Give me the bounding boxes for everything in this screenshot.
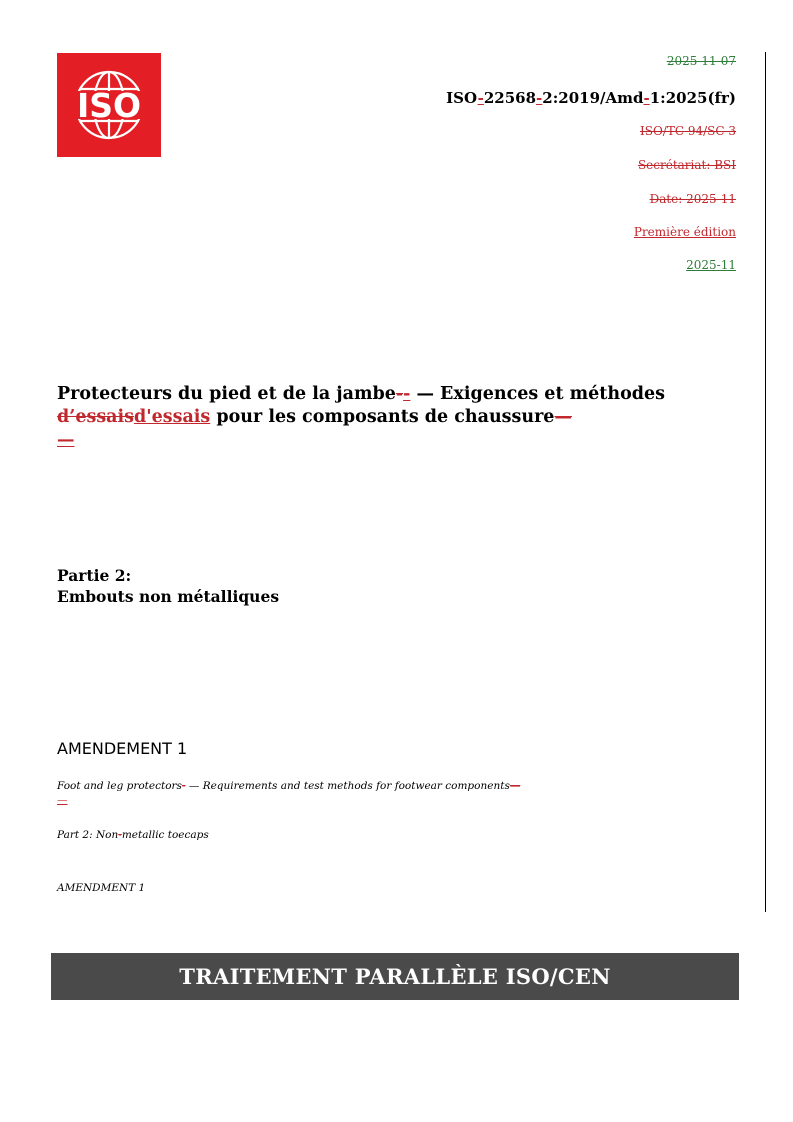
iso-globe-icon <box>57 53 161 157</box>
english-title: Foot and leg protectors- — Requirements and test methods for footwear components— — <box>57 780 521 806</box>
header-date-deleted: 2025-11-07 <box>666 54 736 68</box>
date-inserted: 2025-11 <box>686 258 736 272</box>
english-part: Part 2: Non-metallic toecaps <box>57 829 209 841</box>
english-amendment: AMENDMENT 1 <box>57 882 146 894</box>
document-identifier: ISO-22568-2:2019/Amd-1:2025(fr) <box>446 89 736 107</box>
amendment-label: AMENDEMENT 1 <box>57 739 188 758</box>
date-deleted: Date: 2025-11 <box>649 192 736 206</box>
committee-deleted: ISO/TC 94/SC 3 <box>639 124 736 138</box>
document-title-fr: Protecteurs du pied et de la jambe-- — Exigences et méthodes d’essaisd'essais pour les composants de chaussure— — <box>57 384 665 450</box>
logo-text: ISO <box>76 86 142 125</box>
margin-change-bar <box>765 52 766 912</box>
document-subtitle: Partie 2: Embouts non métalliques <box>57 566 280 606</box>
iso-logo <box>57 53 161 157</box>
edition-inserted: Première édition <box>633 225 736 239</box>
secretariat-deleted: Secrétariat: BSI <box>637 158 736 172</box>
parallel-processing-banner: TRAITEMENT PARALLÈLE ISO/CEN <box>51 953 739 1000</box>
